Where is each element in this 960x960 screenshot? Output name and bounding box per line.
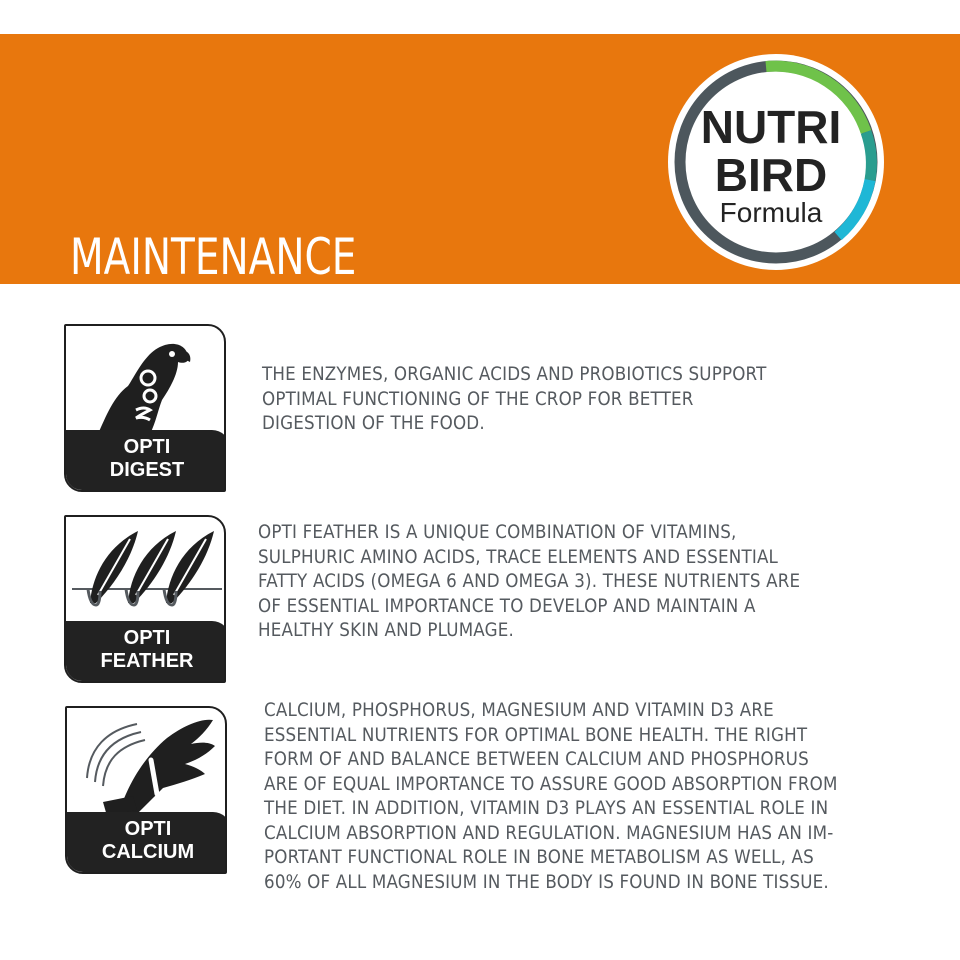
nutribird-logo bbox=[666, 52, 886, 272]
parrot-digestion-icon bbox=[66, 326, 226, 446]
opti-calcium-text: CALCIUM, PHOSPHORUS, MAGNESIUM AND VITAMIN D3 ARE ESSENTIAL NUTRIENTS FOR OPTIMAL BONE HEALTH. THE RIGHT FORM OF AND BALANCE BETWEEN CALCIUM AND PHOSPHORUS ARE OF EQUAL IMPORTANCE TO ASSURE GOOD ABSORPTION FROM THE DIET. IN ADDITION, VITAMIN D3 PLAYS AN ESSENTIAL ROLE IN CALCIUM ABSORPTION AND REGULATION. MAGNESIUM HAS AN IM- PORTANT FUNCTIONAL ROLE IN BONE METABOLISM AS WELL, AS 60% OF ALL MAGNESIUM IN THE BODY IS FOUND IN BONE TISSUE. bbox=[264, 699, 838, 893]
feathers-icon bbox=[66, 517, 226, 637]
wing-bone-icon bbox=[67, 708, 227, 828]
badge-label: OPTI DIGEST bbox=[109, 436, 185, 481]
page-title: MAINTENANCE bbox=[70, 228, 357, 286]
logo-word-formula: Formula bbox=[719, 197, 823, 228]
badge-label: OPTI CALCIUM bbox=[101, 818, 195, 863]
badge-label: OPTI FEATHER bbox=[100, 627, 194, 672]
logo-word-bird: BIRD bbox=[714, 149, 828, 201]
opti-digest-text: THE ENZYMES, ORGANIC ACIDS AND PROBIOTICS SUPPORT OPTIMAL FUNCTIONING OF THE CROP FOR BETTER DIGESTION OF THE FOOD. bbox=[262, 363, 767, 434]
opti-digest-badge bbox=[64, 324, 226, 492]
opti-feather-text: OPTI FEATHER IS A UNIQUE COMBINATION OF VITAMINS, SULPHURIC AMINO ACIDS, TRACE ELEMENTS AND ESSENTIAL FATTY ACIDS (OMEGA 6 AND OMEGA 3). THESE NUTRIENTS ARE OF ESSENTIAL IMPORTANCE TO DEVELOP AND MAINTAIN A HEALTHY SKIN AND PLUMAGE. bbox=[258, 521, 801, 641]
logo-word-nutri: NUTRI bbox=[700, 101, 842, 153]
opti-feather-badge bbox=[64, 515, 226, 683]
opti-calcium-badge bbox=[65, 706, 227, 874]
